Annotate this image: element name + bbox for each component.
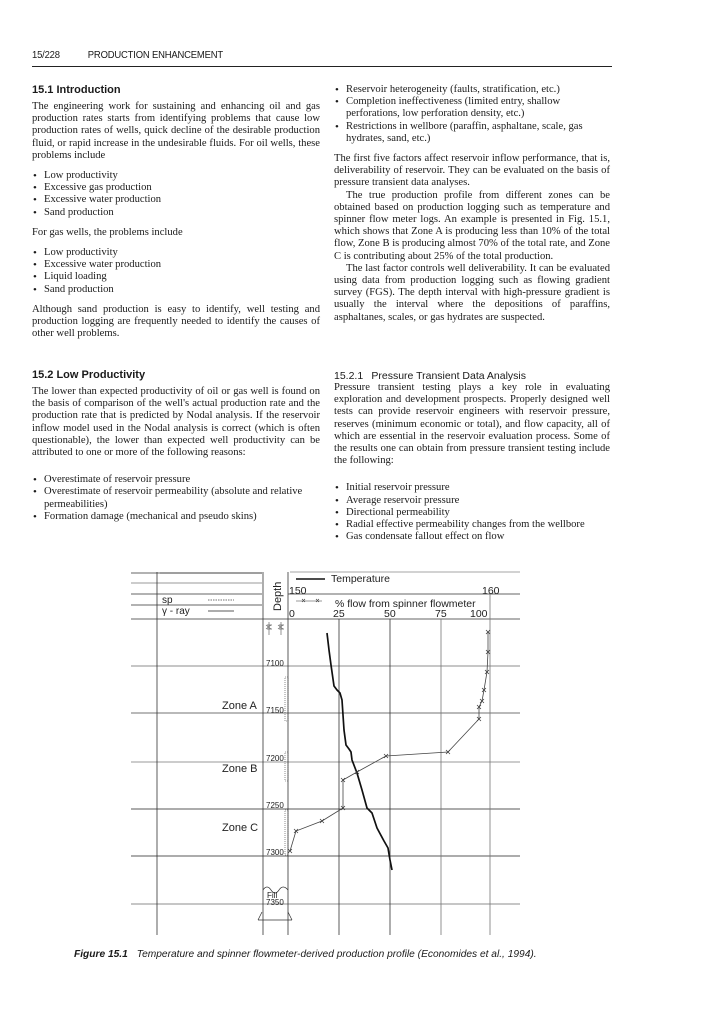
figure-caption-text: Temperature and spinner flowmeter-derived production profile (Economides et al., 1994). bbox=[136, 949, 537, 960]
subsection-heading-15-2-1: 15.2.1 Pressure Transient Data Analysis bbox=[334, 370, 527, 382]
production-log-figure bbox=[0, 565, 725, 945]
list-item: • Directional permeability bbox=[334, 507, 610, 519]
figure-label: Figure 15.1 bbox=[74, 949, 128, 960]
temperature-label: Temperature bbox=[331, 573, 390, 585]
temperature-curve bbox=[327, 633, 392, 870]
running-head bbox=[32, 49, 554, 61]
list-item: • Excessive gas production bbox=[32, 182, 320, 194]
reasons-list-continued bbox=[334, 84, 610, 145]
figure-caption bbox=[74, 949, 537, 960]
list-item: • Liquid loading bbox=[32, 271, 320, 283]
temp-scale-max: 160 bbox=[482, 585, 500, 597]
spinner-label: % flow from spinner flowmeter bbox=[335, 598, 476, 610]
spinner-flow-curve bbox=[290, 632, 488, 851]
spinner-legend-line bbox=[296, 599, 322, 602]
grid-vertical bbox=[157, 572, 490, 935]
oil-well-problems-list bbox=[32, 170, 320, 219]
gas-well-problems-list bbox=[32, 247, 320, 296]
list-item: • Low productivity bbox=[32, 170, 320, 182]
list-item: • Completion ineffectiveness (limited entry, shallow perforations, low perforation density, etc.) bbox=[334, 96, 610, 120]
temp-scale-min: 150 bbox=[289, 585, 307, 597]
fill-label: Fill bbox=[267, 891, 278, 900]
gas-intro: For gas wells, the problems include bbox=[32, 226, 183, 238]
list-item: • Radial effective permeability changes from the wellbore bbox=[334, 519, 610, 531]
list-item: • Overestimate of reservoir pressure bbox=[32, 474, 320, 486]
fill-depth-label: 7350 bbox=[266, 898, 284, 907]
list-item: • Reservoir heterogeneity (faults, stratification, etc.) bbox=[334, 84, 610, 96]
perforation-intervals bbox=[285, 677, 288, 855]
reasons-list bbox=[32, 474, 320, 523]
list-item: • Restrictions in wellbore (paraffin, asphaltane, scale, gas hydrates, sand, etc.) bbox=[334, 121, 610, 145]
low-productivity-paragraph: The lower than expected productivity of oil or gas well is found on the basis of comparison of the well's actual production rate and the production rate that is predicted by Nodal analysis. If the reservoir inflow model used in the Nodal analysis is correct (which is often questionable), the lower than expected well productivity can be attributed to one or more of the following reasons: bbox=[32, 386, 320, 459]
flow-tick-25: 25 bbox=[333, 608, 345, 620]
running-title: PRODUCTION ENHANCEMENT bbox=[87, 49, 223, 61]
closing-paragraph: Although sand production is easy to identify, well testing and production logging are frequently needed to identify the causes of other well problems. bbox=[32, 303, 320, 340]
list-item: • Initial reservoir pressure bbox=[334, 482, 610, 494]
depth-label-7150: 7150 bbox=[266, 706, 284, 715]
flow-tick-75: 75 bbox=[435, 608, 447, 620]
pressure-transient-paragraph: Pressure transient testing plays a key role in evaluating exploration and development prospects. Properly designed well tests can provide reservoir engineers with reservoir pressure, reserves (minimum economic or total), and flow capacity, all of which are essential in the reservoir evaluation process. Some of the results one can obtain from pressure transient testing include the following: bbox=[334, 382, 610, 467]
gamma-ray-label: γ - ray bbox=[162, 606, 190, 617]
paragraph-last-factor: The last factor controls well deliverability. It can be evaluated using data from production logging such as flowing gradient survey (FGS). The depth interval with high-pressure gradient is usually the interval where the depositions of paraffins, asphaltanes, scales, or gas hydrates are suspected. bbox=[334, 262, 610, 323]
list-item: • Sand production bbox=[32, 207, 320, 219]
paragraph-first-five-factors: The first five factors affect reservoir inflow performance, that is, deliverability of reservoir. They can be evaluated on the basis of pressure transient data analyses. bbox=[334, 153, 610, 189]
zone-b-label: Zone B bbox=[222, 763, 258, 775]
spinner-data-points bbox=[288, 630, 490, 853]
casing-markers bbox=[266, 622, 284, 635]
zone-c-label: Zone C bbox=[222, 822, 259, 834]
flow-tick-50: 50 bbox=[384, 608, 396, 620]
left-column bbox=[32, 84, 320, 340]
results-list bbox=[334, 482, 610, 543]
list-item: • Gas condensate fallout effect on flow bbox=[334, 531, 610, 543]
section-heading-15-1: 15.1 Introduction bbox=[32, 84, 121, 96]
depth-label-7200: 7200 bbox=[266, 754, 284, 763]
intro-paragraph: The engineering work for sustaining and enhancing oil and gas production rates starts from identifying problems that cause low production rates of wells, quick decline of the desirable production fluid, or rapid increase in the undesirable fluids. For oil wells, these problems include bbox=[32, 101, 320, 161]
list-item: • Formation damage (mechanical and pseudo skins) bbox=[32, 511, 320, 523]
zone-a-label: Zone A bbox=[222, 700, 257, 712]
flow-tick-100: 100 bbox=[470, 608, 488, 620]
list-item: • Sand production bbox=[32, 284, 320, 296]
header-rule bbox=[32, 66, 612, 67]
depth-axis-label: Depth bbox=[272, 581, 284, 611]
flow-tick-0: 0 bbox=[289, 608, 295, 620]
left-column-section-15-2 bbox=[32, 369, 320, 523]
list-item: • Overestimate of reservoir permeability (absolute and relative permeabilities) bbox=[32, 486, 320, 510]
right-column-section-15-2-1 bbox=[334, 370, 610, 543]
page-number: 15/228 bbox=[32, 49, 60, 61]
depth-label-7100: 7100 bbox=[266, 659, 284, 668]
section-heading-15-2: 15.2 Low Productivity bbox=[32, 369, 146, 381]
sp-label: sp bbox=[162, 595, 173, 606]
paragraph-production-profile: The true production profile from different zones can be obtained based on production logging such as temperature and spinner flow meter logs. An example is presented in Fig. 15.1, which shows that Zone A is producing less than 10% of the total flow, Zone B is producing almost 70% of the total rate, and Zone C is contributing about 25% of the total production. bbox=[334, 189, 610, 262]
list-item: • Excessive water production bbox=[32, 194, 320, 206]
depth-label-7250: 7250 bbox=[266, 801, 284, 810]
list-item: • Low productivity bbox=[32, 247, 320, 259]
depth-label-7300: 7300 bbox=[266, 848, 284, 857]
list-item: • Excessive water production bbox=[32, 259, 320, 271]
list-item: • Average reservoir pressure bbox=[334, 495, 610, 507]
right-column bbox=[334, 84, 610, 324]
